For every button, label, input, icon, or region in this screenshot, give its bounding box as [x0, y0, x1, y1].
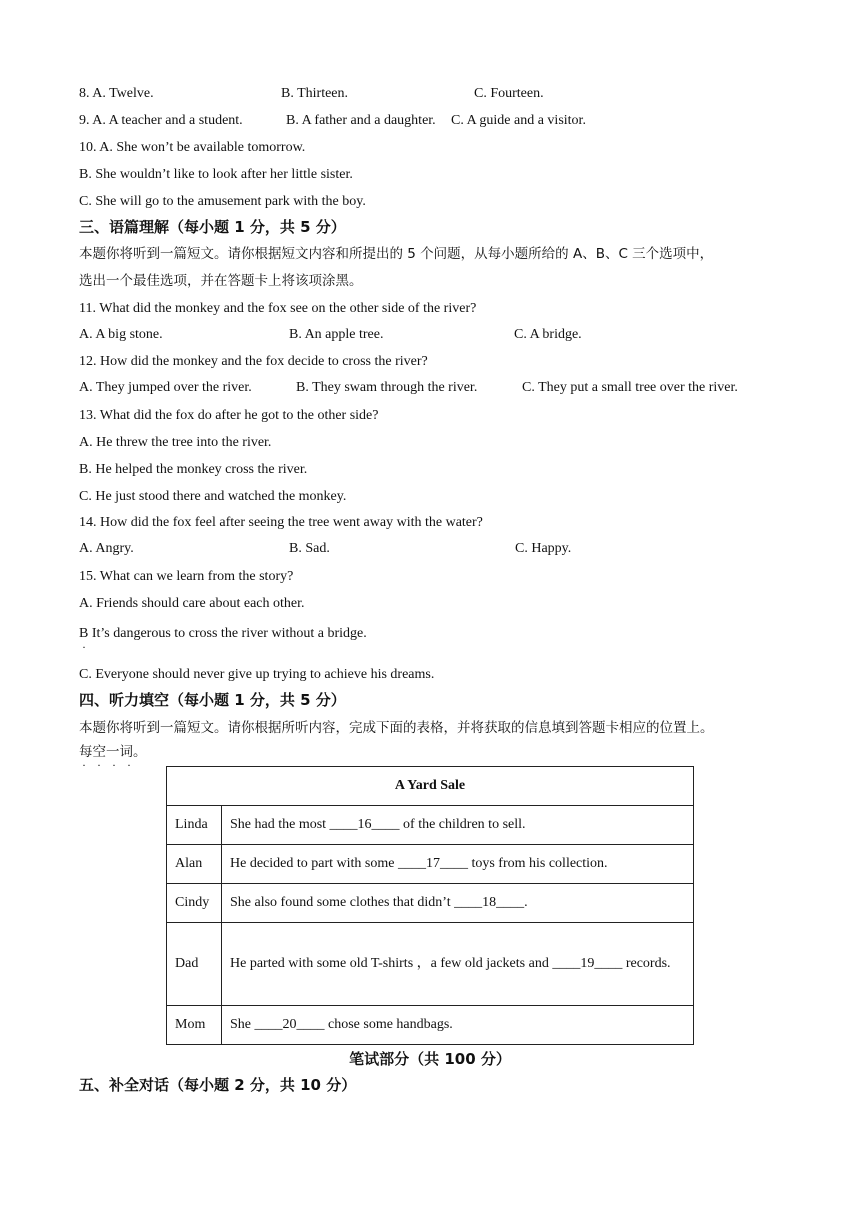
q13-option-a: A. He threw the tree into the river. — [79, 435, 272, 450]
yard-sale-table — [166, 766, 694, 1045]
q11-option-b: B. An apple tree. — [289, 327, 384, 342]
q12-option-c: C. They put a small tree over the river. — [522, 380, 738, 395]
q14-option-b: B. Sad. — [289, 541, 330, 556]
table-row — [167, 845, 694, 884]
table-cell-name: Linda — [167, 806, 222, 845]
q15-option-a: A. Friends should care about each other. — [79, 596, 305, 611]
q13-option-c: C. He just stood there and watched the monkey. — [79, 489, 347, 504]
table-cell-text: He parted with some old T-shirts ，a few old jackets and ____19____ records. — [222, 923, 694, 1006]
emphasis-dots-icon: ···· — [82, 758, 142, 772]
section5-title: 五、补全对话（每小题 2 分，共 10 分） — [79, 1076, 357, 1094]
table-title: A Yard Sale — [167, 767, 694, 806]
q9-option-c: C. A guide and a visitor. — [451, 113, 586, 128]
table-row — [167, 806, 694, 845]
section3-instruction-2: 选出一个最佳选项，并在答题卡上将该项涂黑。 — [79, 273, 363, 289]
q14-option-a: A. Angry. — [79, 541, 134, 556]
table-cell-name: Cindy — [167, 884, 222, 923]
table-row — [167, 884, 694, 923]
q12-option-b: B. They swam through the river. — [296, 380, 478, 395]
q13-option-b: B. He helped the monkey cross the river. — [79, 462, 308, 477]
q12-option-a: A. They jumped over the river. — [79, 380, 252, 395]
q8-option-b: B. Thirteen. — [281, 86, 349, 101]
section3-instruction-1: 本题你将听到一篇短文。请你根据短文内容和所提出的 5 个问题，从每小题所给的 A、B、C 三个选项中， — [79, 246, 714, 262]
q14-question: 14. How did the fox feel after seeing the tree went away with the water? — [79, 515, 483, 530]
q9-option-b: B. A father and a daughter. — [286, 113, 436, 128]
q10-option-b: B. She wouldn’t like to look after her little sister. — [79, 167, 353, 182]
q10-option-c: C. She will go to the amusement park with the boy. — [79, 194, 366, 209]
q8-option-c: C. Fourteen. — [474, 86, 544, 101]
table-row — [167, 1006, 694, 1045]
q11-option-a: A. A big stone. — [79, 327, 163, 342]
table-row — [167, 923, 694, 1006]
q9-option-a: 9. A. A teacher and a student. — [79, 113, 243, 128]
q15-option-c: C. Everyone should never give up trying to achieve his dreams. — [79, 667, 435, 682]
q15-question: 15. What can we learn from the story? — [79, 569, 294, 584]
table-cell-text: She also found some clothes that didn’t ____18____. — [222, 884, 694, 923]
q14-option-c: C. Happy. — [515, 541, 572, 556]
table-cell-name: Dad — [167, 923, 222, 1006]
table-cell-text: She ____20____ chose some handbags. — [222, 1006, 694, 1045]
table-header-row — [167, 767, 694, 806]
q15-option-b: B It’s dangerous to cross the river without a bridge. — [79, 626, 367, 641]
q11-option-c: C. A bridge. — [514, 327, 582, 342]
written-part-title: 笔试部分（共 100 分） — [349, 1050, 511, 1068]
q8-option-a: 8. A. Twelve. — [79, 86, 154, 101]
section3-title: 三、语篇理解（每小题 1 分，共 5 分） — [79, 218, 346, 236]
section4-title: 四、听力填空（每小题 1 分，共 5 分） — [79, 691, 346, 709]
section4-instruction-2: 每空一词。 — [79, 744, 147, 760]
q12-question: 12. How did the monkey and the fox decide to cross the river? — [79, 354, 428, 369]
section4-instruction-1: 本题你将听到一篇短文。请你根据所听内容，完成下面的表格，并将获取的信息填到答题卡相应的位置上。 — [79, 720, 714, 736]
table-cell-text: She had the most ____16____ of the children to sell. — [222, 806, 694, 845]
emphasis-dot-icon: · — [82, 640, 86, 654]
q11-question: 11. What did the monkey and the fox see on the other side of the river? — [79, 301, 477, 316]
table-cell-text: He decided to part with some ____17____ toys from his collection. — [222, 845, 694, 884]
q10-option-a: 10. A. She won’t be available tomorrow. — [79, 140, 306, 155]
table-cell-name: Mom — [167, 1006, 222, 1045]
table-cell-name: Alan — [167, 845, 222, 884]
q13-question: 13. What did the fox do after he got to the other side? — [79, 408, 379, 423]
